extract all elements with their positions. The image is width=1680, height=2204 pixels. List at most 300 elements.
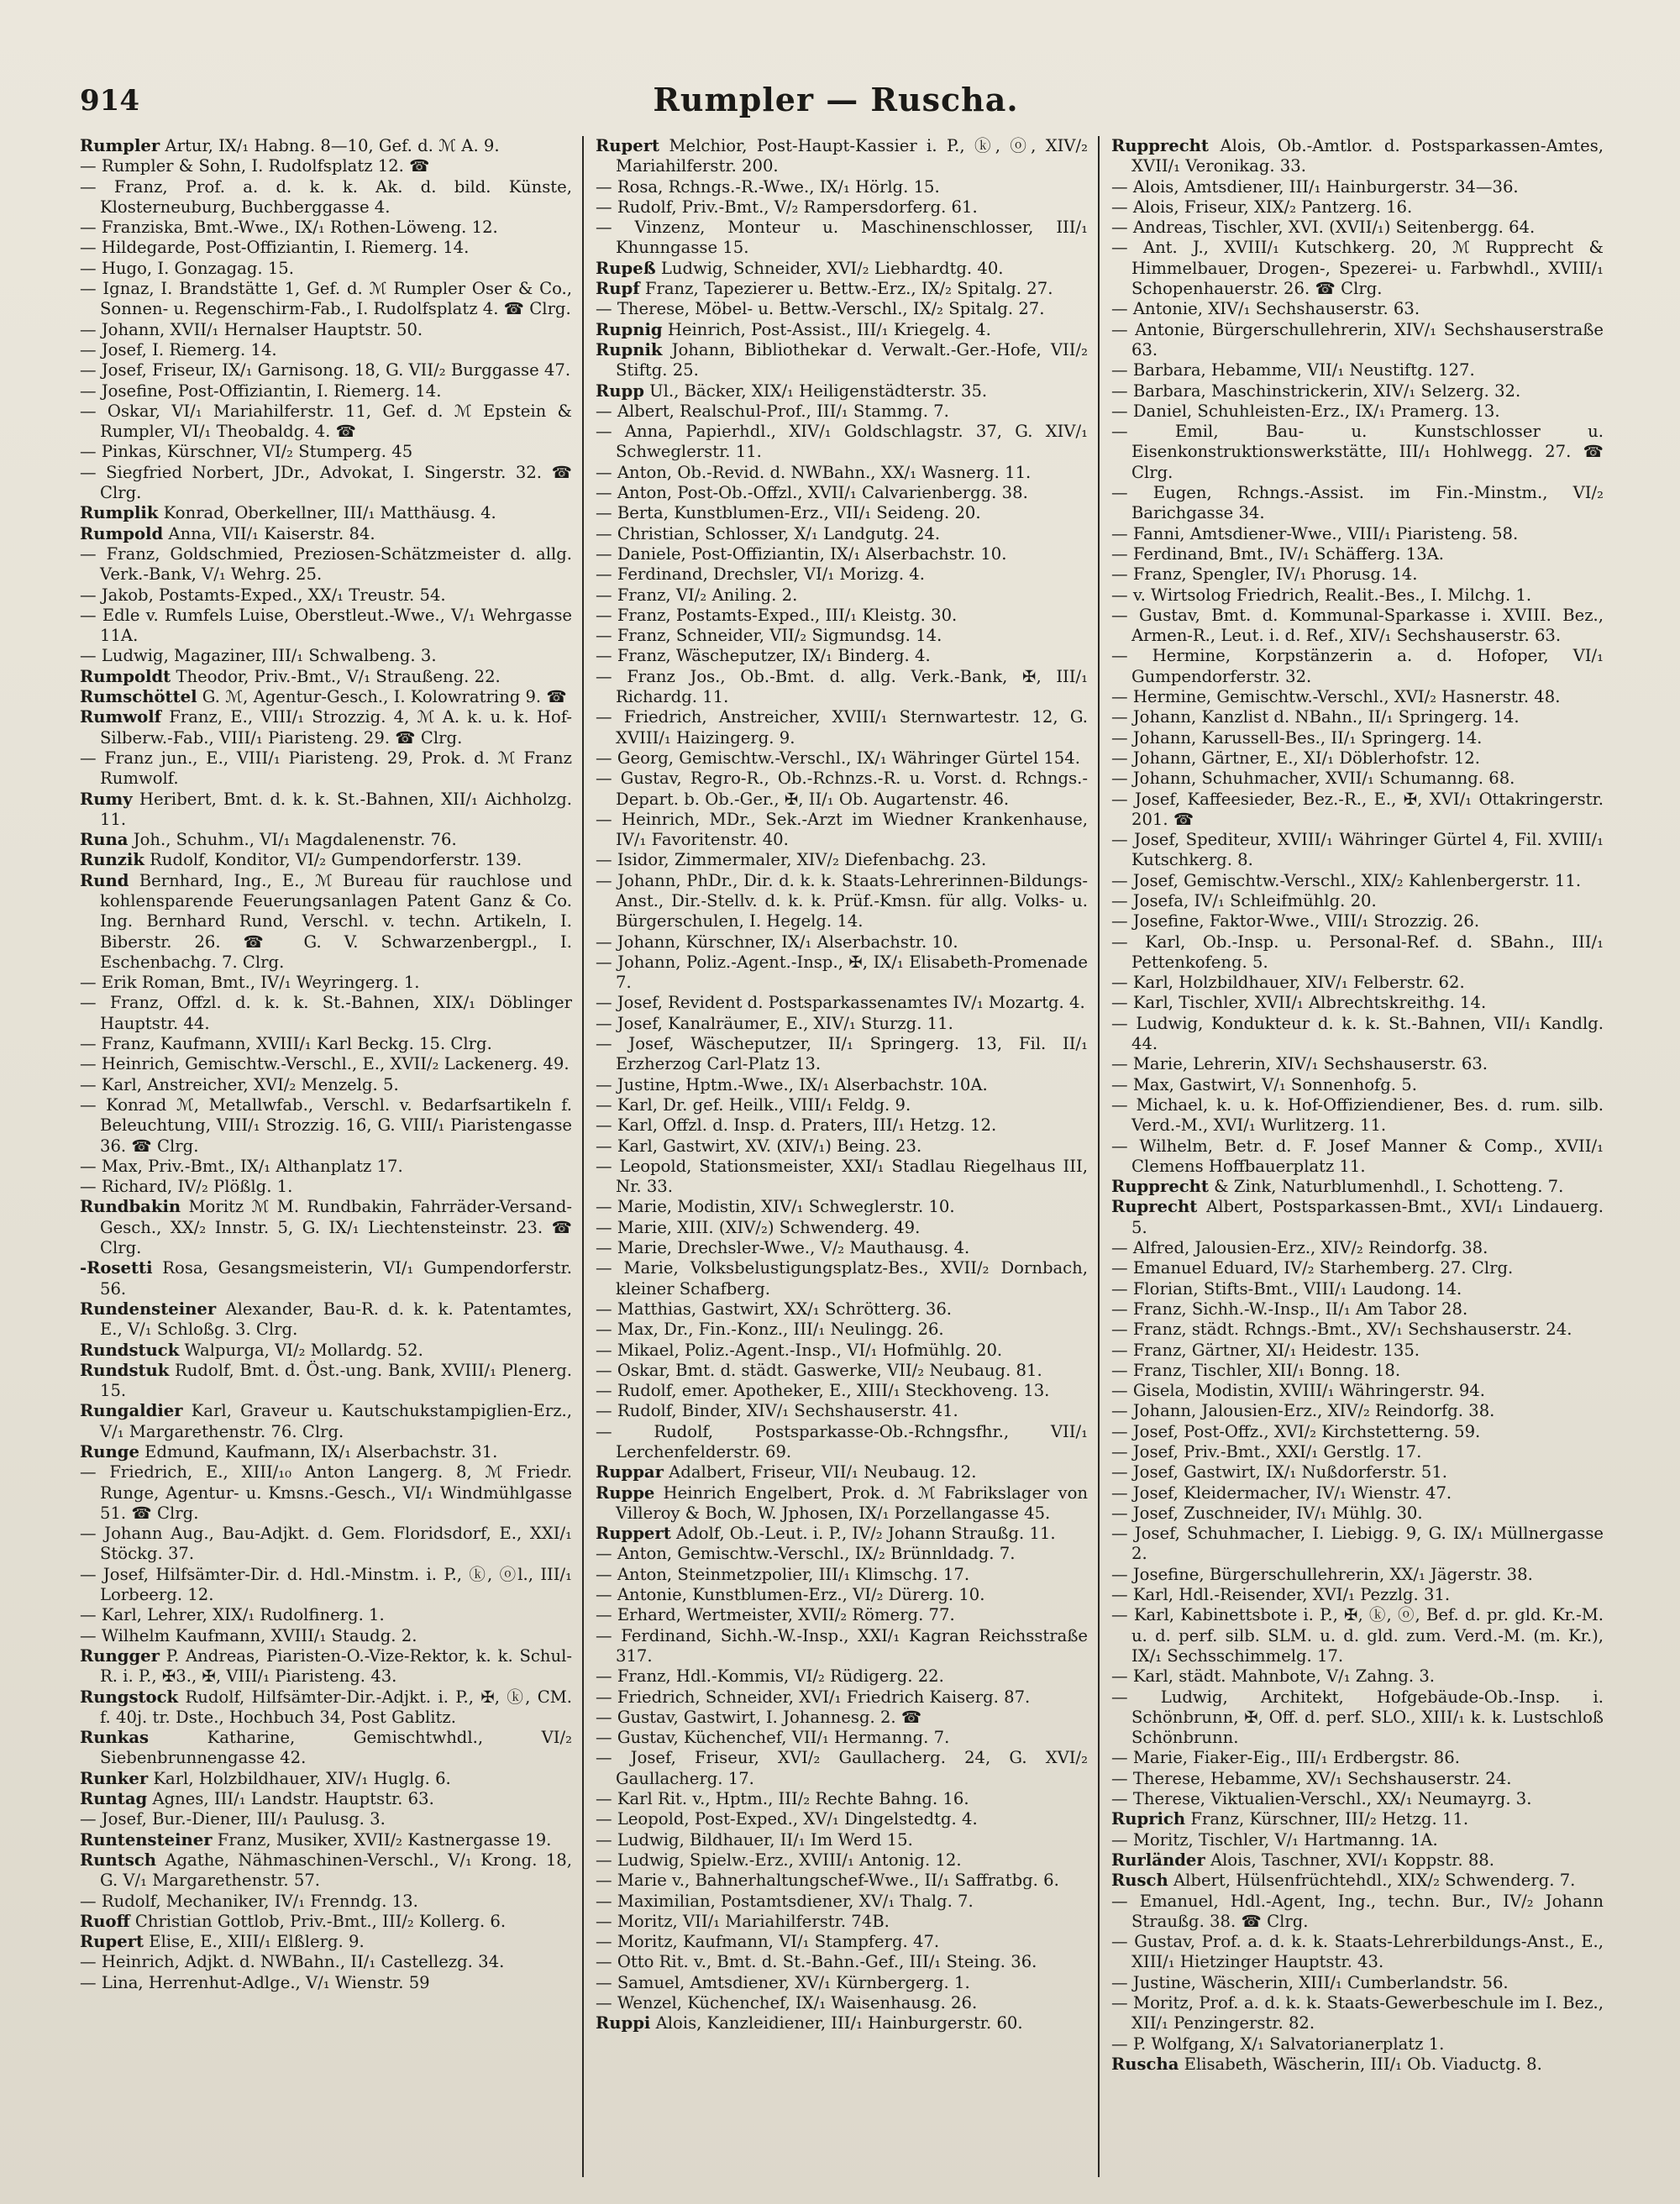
- directory-entry: [1111, 1993, 1604, 2034]
- directory-entry: [1111, 871, 1604, 891]
- entry-text: Moritz ℳ M. Rundbakin, Fahrräder-Versand-Gesch., XX/₂ Innstr. 5, G. IX/₁ Liechtensteinstr. 23. ☎ Clrg.: [100, 1197, 572, 1258]
- directory-entry: [596, 524, 1088, 544]
- directory-entry: [596, 422, 1088, 463]
- entry-text: — Franz, Sichh.-W.-Insp., II/₁ Am Tabor 28.: [1111, 1299, 1468, 1319]
- directory-entry: [596, 1422, 1088, 1463]
- directory-entry: [80, 1769, 572, 1789]
- directory-entry: [80, 687, 572, 707]
- entry-text: Franz, E., VIII/₁ Strozzig. 4, ℳ A. k. u. k. Hof-Silberw.-Fab., VIII/₁ Piaristeng. 29. ☎ Clrg.: [100, 707, 572, 748]
- entry-text: — Anton, Steinmetzpolier, III/₁ Klimschg. 17.: [596, 1564, 970, 1584]
- entry-text: — Karl, Hdl.-Reisender, XVI/₁ Pezzlg. 31.: [1111, 1585, 1451, 1605]
- directory-entry: [596, 707, 1088, 748]
- entry-surname: Rumplik: [80, 503, 159, 523]
- directory-entry: [80, 646, 572, 666]
- entry-surname: Rundstuk: [80, 1360, 170, 1380]
- directory-entry: [80, 850, 572, 870]
- directory-entry: [1111, 1075, 1604, 1095]
- directory-entry: [1111, 728, 1604, 748]
- entry-text: Johann, Bibliothekar d. Verwalt.-Ger.-Hofe, VII/₂ Stiftg. 25.: [616, 339, 1088, 380]
- entry-surname: Ruprich: [1111, 1809, 1186, 1829]
- entry-surname: Rurländer: [1111, 1850, 1205, 1870]
- directory-entry: [1111, 1605, 1604, 1666]
- entry-text: — Franz, VI/₂ Aniling. 2.: [596, 585, 798, 605]
- directory-entry: [80, 1626, 572, 1646]
- entry-surname: Rungaldier: [80, 1401, 183, 1421]
- directory-entry: [1111, 197, 1604, 218]
- entry-text: — Karl, Dr. gef. Heilk., VIII/₁ Feldg. 9.: [596, 1094, 911, 1115]
- directory-entry: [1111, 769, 1604, 789]
- entry-text: — Hildegarde, Post-Offiziantin, I. Riemerg. 14.: [80, 238, 470, 258]
- directory-entry: [1111, 1565, 1604, 1585]
- directory-entry: [596, 1666, 1088, 1687]
- entry-surname: Rusch: [1111, 1871, 1168, 1891]
- entry-surname: Rundbakin: [80, 1197, 181, 1217]
- directory-entry: [80, 1524, 572, 1565]
- directory-entry: [80, 1075, 572, 1095]
- directory-entry: [80, 973, 572, 993]
- entry-text: Joh., Schuhm., VI/₁ Magdalenenstr. 76.: [128, 830, 457, 850]
- directory-entry: [596, 463, 1088, 483]
- directory-entry: [1111, 1401, 1604, 1421]
- entry-text: — Franz, städt. Rchngs.-Bmt., XV/₁ Sechshauserstr. 24.: [1111, 1320, 1572, 1340]
- entry-text: Theodor, Priv.-Bmt., V/₁ Straußeng. 22.: [171, 666, 501, 686]
- directory-entry: [596, 1462, 1088, 1482]
- entry-text: — Barbara, Hebamme, VII/₁ Neustiftg. 127.: [1111, 360, 1475, 380]
- entry-surname: Rundstuck: [80, 1340, 180, 1360]
- entry-text: — Leopold, Stationsmeister, XXI/₁ Stadlau Riegelhaus III, Nr. 33.: [596, 1156, 1088, 1197]
- directory-entry: [596, 1361, 1088, 1381]
- directory-entry: [1111, 1585, 1604, 1605]
- entry-text: — Karl, Anstreicher, XVI/₂ Menzelg. 5.: [80, 1074, 399, 1094]
- entry-text: — Karl, städt. Mahnbote, V/₁ Zahng. 3.: [1111, 1666, 1436, 1687]
- directory-entry: [596, 279, 1088, 299]
- entry-text: Elisabeth, Wäscherin, III/₁ Ob. Viaductg. 8.: [1179, 2054, 1542, 2074]
- entry-text: — Moritz, VII/₁ Mariahilferstr. 74B.: [596, 1911, 890, 1931]
- directory-entry: [80, 1728, 572, 1769]
- entry-surname: Runa: [80, 830, 129, 850]
- entry-text: — Moritz, Tischler, V/₁ Hartmanng. 1A.: [1111, 1829, 1438, 1850]
- directory-entry: [1111, 1136, 1604, 1178]
- entry-text: — Barbara, Maschinstrickerin, XIV/₁ Selzerg. 32.: [1111, 380, 1521, 401]
- directory-entry: [596, 1993, 1088, 2013]
- directory-entry: [596, 1258, 1088, 1299]
- directory-entry: [1111, 1932, 1604, 1973]
- directory-entry: [80, 1197, 572, 1258]
- directory-entry: [1111, 748, 1604, 769]
- entry-text: — Siegfried Norbert, JDr., Advokat, I. Singerstr. 32. ☎ Clrg.: [80, 462, 572, 503]
- directory-entry: [596, 932, 1088, 952]
- directory-entry: [80, 1299, 572, 1341]
- directory-entry: [1111, 1258, 1604, 1278]
- entry-text: — Franz, Prof. a. d. k. k. Ak. d. bild. Künste, Klosterneuburg, Buchberggasse 4.: [80, 176, 572, 217]
- directory-entry: [1111, 891, 1604, 911]
- entry-text: — Gustav, Prof. a. d. k. k. Staats-Lehrerbildungs-Anst., E., XIII/₁ Hietzinger Hauptstr. 43.: [1111, 1932, 1604, 1972]
- directory-entry: [596, 483, 1088, 503]
- entry-text: — Oskar, Bmt. d. städt. Gaswerke, VII/₂ Neubaug. 81.: [596, 1360, 1042, 1380]
- directory-entry: [596, 503, 1088, 523]
- directory-entry: [1111, 1341, 1604, 1361]
- directory-entry: [596, 1136, 1088, 1157]
- directory-entry: [80, 667, 572, 687]
- directory-entry: [80, 1177, 572, 1197]
- entry-text: — Johann, XVII/₁ Hernalser Hauptstr. 50.: [80, 319, 423, 339]
- entry-text: — Johann, Schuhmacher, XVII/₁ Schumanng. 68.: [1111, 769, 1515, 789]
- entry-text: — Moritz, Kaufmann, VI/₁ Stampferg. 47.: [596, 1932, 940, 1952]
- entry-text: — Gisela, Modistin, XVIII/₁ Währingerstr. 94.: [1111, 1381, 1485, 1401]
- entry-surname: Rupprecht: [1111, 136, 1209, 155]
- entry-text: & Zink, Naturblumenhdl., I. Schotteng. 7.: [1208, 1177, 1564, 1197]
- entry-text: — Heinrich, Gemischtw.-Verschl., E., XVII/₂ Lackenerg. 49.: [80, 1054, 570, 1074]
- entry-text: — Anton, Gemischtw.-Verschl., IX/₂ Brünnldadg. 7.: [596, 1544, 1016, 1564]
- entry-text: — Franz, Hdl.-Kommis, VI/₂ Rüdigerg. 22.: [596, 1666, 944, 1687]
- directory-entry: [80, 401, 572, 443]
- entry-text: — Josef, Friseur, XVI/₂ Gaullacherg. 24, G. XVI/₂ Gaullacherg. 17.: [596, 1748, 1088, 1788]
- entry-text: Agathe, Nähmaschinen-Verschl., V/₁ Krong. 18, G. V/₁ Margarethenstr. 57.: [100, 1850, 572, 1891]
- entry-surname: Rupeß: [596, 258, 656, 278]
- entry-text: — Rumpler & Sohn, I. Rudolfsplatz 12. ☎: [80, 156, 430, 176]
- directory-entry: [1111, 1850, 1604, 1871]
- entry-text: — Erik Roman, Bmt., IV/₁ Weyringerg. 1.: [80, 973, 420, 993]
- directory-entry: [80, 463, 572, 504]
- entry-text: — Josef, Zuschneider, IV/₁ Mühlg. 30.: [1111, 1503, 1423, 1523]
- directory-entry: [1111, 320, 1604, 361]
- entry-text: — Alois, Amtsdiener, III/₁ Hainburgerstr. 34—36.: [1111, 176, 1519, 197]
- directory-entry: [596, 1524, 1088, 1544]
- entry-surname: Rupnik: [596, 339, 663, 359]
- directory-entry: [80, 1157, 572, 1177]
- entry-text: — Johann, Karussell-Bes., II/₁ Springerg. 14.: [1111, 727, 1483, 748]
- directory-entry: [80, 524, 572, 544]
- directory-entry: [80, 360, 572, 380]
- entry-text: — Max, Gastwirt, V/₁ Sonnenhofg. 5.: [1111, 1074, 1417, 1094]
- directory-entry: [1111, 1973, 1604, 1993]
- entry-text: — Marie, Volksbelustigungsplatz-Bes., XVII/₂ Dornbach, kleiner Schafberg.: [596, 1258, 1088, 1299]
- directory-entry: [596, 1830, 1088, 1850]
- entry-text: — Franz, Kaufmann, XVIII/₁ Karl Beckg. 15. Clrg.: [80, 1034, 492, 1054]
- directory-entry: [1111, 544, 1604, 564]
- directory-entry: [80, 544, 572, 585]
- entry-text: — Karl, Lehrer, XIX/₁ Rudolfinerg. 1.: [80, 1605, 385, 1625]
- directory-entry: [1111, 1462, 1604, 1482]
- directory-entry: [596, 177, 1088, 197]
- directory-entry: [596, 259, 1088, 279]
- entry-surname: Ruppar: [596, 1462, 664, 1482]
- entry-text: — Pinkas, Kürschner, VI/₂ Stumperg. 45: [80, 442, 413, 462]
- directory-entry: [80, 1605, 572, 1625]
- entry-surname: Rumy: [80, 789, 133, 809]
- directory-entry: [80, 1646, 572, 1687]
- entry-text: — Gustav, Bmt. d. Kommunal-Sparkasse i. XVIII. Bez., Armen-R., Leut. i. d. Ref., XIV/₁ Sechshauserstr. 63.: [1111, 605, 1604, 646]
- directory-entry: [1111, 606, 1604, 647]
- entry-text: — Friedrich, Schneider, XVI/₁ Friedrich Kaiserg. 87.: [596, 1687, 1031, 1707]
- entry-text: — Josef, Gemischtw.-Verschl., XIX/₂ Kahlenbergerstr. 11.: [1111, 870, 1582, 890]
- directory-entry: [80, 1401, 572, 1442]
- directory-entry: [1111, 381, 1604, 401]
- entry-text: — Marie, XIII. (XIV/₂) Schwenderg. 49.: [596, 1217, 921, 1237]
- directory-entry: [596, 952, 1088, 994]
- directory-entry: [80, 707, 572, 748]
- directory-entry: [80, 177, 572, 218]
- directory-entry: [596, 136, 1088, 177]
- entry-text: — Karl, Tischler, XVII/₁ Albrechtskreithg. 14.: [1111, 993, 1487, 1013]
- entry-text: — v. Wirtsolog Friedrich, Realit.-Bes., I. Milchg. 1.: [1111, 585, 1532, 605]
- directory-entry: [596, 218, 1088, 259]
- entry-surname: Ruoff: [80, 1911, 130, 1931]
- entry-text: Katharine, Gemischtwhdl., VI/₂ Siebenbrunnengasse 42.: [100, 1728, 572, 1768]
- directory-entry: [1111, 646, 1604, 687]
- entry-text: — Karl, Gastwirt, XV. (XIV/₁) Being. 23.: [596, 1136, 922, 1156]
- entry-text: — Fanni, Amtsdiener-Wwe., VIII/₁ Piaristeng. 58.: [1111, 523, 1519, 543]
- directory-entry: [596, 1871, 1088, 1891]
- directory-entry: [80, 1034, 572, 1054]
- entry-surname: Rundensteiner: [80, 1299, 217, 1319]
- entry-text: — Rosa, Rchngs.-R.-Wwe., IX/₁ Hörlg. 15.: [596, 176, 940, 197]
- column-divider: [1098, 136, 1100, 2177]
- entry-surname: Ruscha: [1111, 2054, 1179, 2074]
- entry-text: — Emil, Bau- u. Kunstschlosser u. Eisenkonstruktionswerkstätte, III/₁ Hohlwegg. 27. ☎ Clrg.: [1111, 422, 1604, 482]
- entry-text: Anna, VII/₁ Kaiserstr. 84.: [163, 523, 375, 543]
- directory-entry: [1111, 1197, 1604, 1238]
- directory-entry: [80, 830, 572, 850]
- entry-text: — Johann, PhDr., Dir. d. k. k. Staats-Lehrerinnen-Bildungs-Anst., Dir.-Stellv. d. k. k. Prüf.-Kmsn. für allg. Volks- u. Bürgerschulen, I. Hegelg. 14.: [596, 870, 1088, 931]
- entry-surname: Runtensteiner: [80, 1829, 213, 1850]
- entry-text: — Daniele, Post-Offiziantin, IX/₁ Alserbachstr. 10.: [596, 543, 1007, 564]
- directory-entry: [80, 381, 572, 401]
- directory-entry: [596, 1728, 1088, 1748]
- entry-text: Karl, Graveur u. Kautschukstampiglien-Erz., V/₁ Margarethenstr. 76. Clrg.: [100, 1401, 572, 1441]
- entry-text: — Hugo, I. Gonzagag. 15.: [80, 258, 294, 278]
- entry-text: — Edle v. Rumfels Luise, Oberstleut.-Wwe., V/₁ Wehrgasse 11A.: [80, 605, 572, 646]
- entry-text: — Therese, Viktualien-Verschl., XX/₁ Neumayrg. 3.: [1111, 1789, 1532, 1809]
- entry-text: — Leopold, Post-Exped., XV/₁ Dingelstedtg. 4.: [596, 1809, 978, 1829]
- directory-entry: [80, 1892, 572, 1912]
- directory-entry: [596, 1238, 1088, 1258]
- directory-entry: [80, 136, 572, 156]
- entry-text: — Friedrich, Anstreicher, XVIII/₁ Sternwartestr. 12, G. XVIII/₁ Haizingerg. 9.: [596, 707, 1088, 748]
- directory-entry: [596, 1401, 1088, 1421]
- entry-text: — Lina, Herrenhut-Adlge., V/₁ Wienstr. 59: [80, 1972, 430, 1992]
- entry-text: — Michael, k. u. k. Hof-Offiziendiener, Bes. d. rum. silb. Verd.-M., XVI/₁ Wurlitzerg. 11.: [1111, 1094, 1604, 1136]
- entry-text: — Alfred, Jalousien-Erz., XIV/₂ Reindorfg. 38.: [1111, 1238, 1488, 1258]
- column-left: [80, 136, 572, 2177]
- entry-text: — Johann, Kürschner, IX/₁ Alserbachstr. 10.: [596, 931, 958, 952]
- entry-text: — Konrad ℳ, Metallwfab., Verschl. v. Bedarfsartikeln f. Beleuchtung, VIII/₁ Strozzig. 16, G. VIII/₁ Piaristengasse 36. ☎ Clrg.: [80, 1094, 572, 1156]
- entry-text: — Antonie, Kunstblumen-Erz., VI/₂ Dürerg. 10.: [596, 1585, 985, 1605]
- directory-entry: [80, 585, 572, 606]
- directory-entry: [1111, 564, 1604, 585]
- directory-entry: [596, 1973, 1088, 1993]
- entry-text: — Franz, Spengler, IV/₁ Phorusg. 14.: [1111, 564, 1418, 585]
- directory-entry: [80, 503, 572, 523]
- directory-entry: [596, 340, 1088, 381]
- directory-entry: [596, 810, 1088, 851]
- entry-surname: Runzik: [80, 850, 144, 870]
- entry-text: — Wilhelm Kaufmann, XVIII/₁ Staudg. 2.: [80, 1625, 417, 1645]
- entry-surname: Rupnig: [596, 319, 663, 339]
- entry-surname: Rupert: [596, 136, 660, 155]
- directory-entry: [596, 1687, 1088, 1708]
- entry-surname: Ruppe: [596, 1482, 655, 1503]
- entry-text: — Justine, Wäscherin, XIII/₁ Cumberlandstr. 56.: [1111, 1972, 1509, 1992]
- entry-text: Albert, Hülsenfrüchtehdl., XIX/₂ Schwenderg. 7.: [1168, 1871, 1576, 1891]
- entry-text: — Ferdinand, Bmt., IV/₁ Schäfferg. 13A.: [1111, 543, 1445, 564]
- directory-entry: [596, 1095, 1088, 1115]
- directory-entry: [596, 544, 1088, 564]
- entry-text: — Josef, Hilfsämter-Dir. d. Hdl.-Minstm. i. P., ⓚ, ⓞl., III/₁ Lorbeerg. 12.: [80, 1564, 572, 1605]
- entry-text: — Anton, Post-Ob.-Offzl., XVII/₁ Calvarienbergg. 38.: [596, 483, 1028, 503]
- directory-entry: [80, 259, 572, 279]
- entry-text: Franz, Kürschner, III/₂ Hetzg. 11.: [1185, 1809, 1469, 1829]
- entry-text: — Karl, Kabinettsbote i. P., ✠, ⓚ, ⓞ, Bef. d. pr. gld. Kr.-M. u. d. perf. silb. SLM. u. d. gld. zum. Verd.-M. (m. Kr.), IX/₁ Sechsschimmelg. 17.: [1111, 1605, 1604, 1666]
- entry-text: Alois, Taschner, XVI/₁ Koppstr. 88.: [1205, 1850, 1494, 1870]
- entry-text: Rudolf, Hilfsämter-Dir.-Adjkt. i. P., ✠, ⓚ, CM. f. 40j. tr. Dste., Hochbuch 34, Post Gablitz.: [100, 1687, 572, 1727]
- entry-text: — Antonie, XIV/₁ Sechshauserstr. 63.: [1111, 299, 1420, 319]
- directory-entry: [596, 1912, 1088, 1932]
- entry-text: — Erhard, Wertmeister, XVII/₂ Römerg. 77.: [596, 1605, 955, 1625]
- entry-text: — Ludwig, Magaziner, III/₁ Schwalbeng. 3.: [80, 646, 437, 666]
- page-number: 914: [80, 84, 139, 118]
- directory-entry: [1111, 1830, 1604, 1850]
- directory-entry: [1111, 2034, 1604, 2054]
- entry-text: Karl, Holzbildhauer, XIV/₁ Huglg. 6.: [148, 1768, 451, 1788]
- entry-text: — Heinrich, Adjkt. d. NWBahn., II/₁ Castellezg. 34.: [80, 1952, 505, 1972]
- directory-entry: [1111, 1014, 1604, 1055]
- entry-text: Heinrich Engelbert, Prok. d. ℳ Fabrikslager von Villeroy & Boch, W. Jphosen, IX/₁ Porzellangasse 45.: [616, 1482, 1088, 1523]
- entry-text: — Gustav, Küchenchef, VII/₁ Hermanng. 7.: [596, 1728, 950, 1748]
- entry-text: Artur, IX/₁ Habng. 8—10, Gef. d. ℳ A. 9.: [160, 136, 500, 155]
- entry-text: — Mikael, Poliz.-Agent.-Insp., VI/₁ Hofmühlg. 20.: [596, 1340, 1003, 1360]
- directory-entry: [1111, 1666, 1604, 1687]
- entry-surname: Ruppert: [596, 1524, 671, 1544]
- entry-surname: Runker: [80, 1768, 149, 1788]
- directory-entry: [1111, 1483, 1604, 1503]
- entry-text: — Franz, Wäscheputzer, IX/₁ Binderg. 4.: [596, 646, 931, 666]
- entry-text: — Emanuel, Hdl.-Agent, Ing., techn. Bur., IV/₂ Johann Straußg. 38. ☎ Clrg.: [1111, 1891, 1604, 1931]
- directory-entry: [596, 1075, 1088, 1095]
- entry-text: — Franz, Schneider, VII/₂ Sigmundsg. 14.: [596, 626, 942, 646]
- directory-entry: [80, 1565, 572, 1606]
- directory-entry: [80, 238, 572, 258]
- directory-columns: [80, 136, 1604, 2177]
- directory-entry: [596, 1034, 1088, 1075]
- directory-entry: [596, 646, 1088, 666]
- entry-text: — Berta, Kunstblumen-Erz., VII/₁ Seideng. 20.: [596, 503, 981, 523]
- entry-text: — Gustav, Regro-R., Ob.-Rchnzs.-R. u. Vorst. d. Rchngs.-Depart. b. Ob.-Ger., ✠, II/₁ Ob. Augartenstr. 46.: [596, 769, 1088, 809]
- entry-text: — Therese, Hebamme, XV/₁ Sechshauserstr. 24.: [1111, 1768, 1512, 1788]
- entry-text: — Johann, Kanzlist d. NBahn., II/₁ Springerg. 14.: [1111, 707, 1520, 727]
- directory-entry: [1111, 1238, 1604, 1258]
- entry-text: — Eugen, Rchngs.-Assist. im Fin.-Minstm., VI/₂ Barichgasse 34.: [1111, 483, 1604, 523]
- directory-entry: [596, 1850, 1088, 1871]
- entry-text: — Marie, Lehrerin, XIV/₁ Sechshauserstr. 63.: [1111, 1054, 1488, 1074]
- directory-entry: [596, 401, 1088, 422]
- entry-text: Christian Gottlob, Priv.-Bmt., III/₂ Kollerg. 6.: [129, 1911, 507, 1931]
- directory-entry: [80, 218, 572, 238]
- entry-text: — Johann, Jalousien-Erz., XIV/₂ Reindorfg. 38.: [1111, 1401, 1495, 1421]
- directory-entry: [596, 1320, 1088, 1340]
- entry-text: — Oskar, VI/₁ Mariahilferstr. 11, Gef. d. ℳ Epstein & Rumpler, VI/₁ Theobaldg. 4. ☎: [80, 401, 572, 442]
- column-right: [1111, 136, 1604, 2177]
- entry-text: — Marie, Modistin, XIV/₁ Schweglerstr. 10.: [596, 1197, 955, 1217]
- directory-entry: [1111, 1381, 1604, 1401]
- directory-entry: [1111, 360, 1604, 380]
- directory-entry: [80, 1462, 572, 1524]
- entry-text: — Maximilian, Postamtsdiener, XV/₁ Thalg. 7.: [596, 1891, 974, 1911]
- entry-surname: Rumwolf: [80, 707, 162, 727]
- entry-text: Ul., Bäcker, XIX/₁ Heiligenstädterstr. 35.: [643, 380, 988, 401]
- entry-text: — Emanuel Eduard, IV/₂ Starhemberg. 27. Clrg.: [1111, 1258, 1514, 1278]
- entry-text: Albert, Postsparkassen-Bmt., XVI/₁ Lindauerg. 5.: [1131, 1197, 1604, 1237]
- directory-entry: [596, 1483, 1088, 1524]
- directory-entry: [1111, 1054, 1604, 1074]
- entry-text: — Ferdinand, Drechsler, VI/₁ Morizg. 4.: [596, 564, 925, 585]
- entry-surname: Rupprecht: [1111, 1177, 1209, 1197]
- directory-entry: [80, 790, 572, 831]
- entry-text: Bernhard, Ing., E., ℳ Bureau für rauchlose und kohlensparende Feuerungsanlagen Patent Ganz & Co. Ing. Bernhard Rund, Verschl. v. techn. Artikeln, I. Biberstr. 26. ☎ G. V. Schwarzenbergpl., I. Eschenbachg. 7. Clrg.: [100, 870, 572, 972]
- entry-text: — Josefine, Post-Offiziantin, I. Riemerg. 14.: [80, 380, 442, 401]
- entry-text: — Hermine, Gemischtw.-Verschl., XVI/₂ Hasnerstr. 48.: [1111, 687, 1561, 707]
- directory-entry: [1111, 524, 1604, 544]
- entry-text: — Karl Rit. v., Hptm., III/₂ Rechte Bahng. 16.: [596, 1789, 969, 1809]
- entry-text: G. ℳ, Agentur-Gesch., I. Kolowratring 9. ☎: [197, 687, 567, 707]
- directory-entry: [80, 1258, 572, 1299]
- directory-entry: [596, 585, 1088, 606]
- directory-entry: [80, 1054, 572, 1074]
- entry-text: — Franz, Postamts-Exped., III/₁ Kleistg. 30.: [596, 605, 958, 625]
- entry-text: — Marie v., Bahnerhaltungschef-Wwe., II/₁ Saffratbg. 6.: [596, 1871, 1059, 1891]
- entry-text: — Moritz, Prof. a. d. k. k. Staats-Gewerbeschule im I. Bez., XII/₁ Penzingerstr. 82.: [1111, 1993, 1604, 2033]
- directory-entry: [596, 1544, 1088, 1564]
- entry-text: — Josefa, IV/₁ Schleifmühlg. 20.: [1111, 890, 1377, 910]
- entry-text: — Franz Jos., Ob.-Bmt. d. allg. Verk.-Bank, ✠, III/₁ Richardg. 11.: [596, 666, 1088, 707]
- directory-entry: [1111, 707, 1604, 727]
- entry-text: — Georg, Gemischtw.-Verschl., IX/₁ Währinger Gürtel 154.: [596, 748, 1080, 768]
- entry-text: — Josef, Post-Offz., XVI/₂ Kirchstetterng. 59.: [1111, 1421, 1481, 1441]
- entry-text: Franz, Tapezierer u. Bettw.-Erz., IX/₂ Spitalg. 27.: [639, 279, 1053, 299]
- directory-entry: [1111, 401, 1604, 422]
- directory-entry: [1111, 973, 1604, 993]
- directory-entry: [1111, 1687, 1604, 1749]
- directory-entry: [1111, 422, 1604, 483]
- entry-surname: Rupp: [596, 380, 644, 401]
- directory-entry: [80, 1361, 572, 1402]
- entry-text: Konrad, Oberkellner, III/₁ Matthäusg. 4.: [158, 503, 496, 523]
- directory-entry: [80, 1442, 572, 1462]
- directory-entry: [596, 871, 1088, 932]
- directory-entry: [80, 340, 572, 360]
- directory-entry: [596, 993, 1088, 1013]
- entry-text: — Karl, Holzbildhauer, XIV/₁ Felberstr. 62.: [1111, 973, 1465, 993]
- entry-text: — Alois, Friseur, XIX/₂ Pantzerg. 16.: [1111, 197, 1413, 217]
- entry-text: — Ferdinand, Sichh.-W.-Insp., XXI/₁ Kagran Reichsstraße 317.: [596, 1625, 1088, 1666]
- directory-entry: [1111, 1503, 1604, 1524]
- entry-text: — Rudolf, Postsparkasse-Ob.-Rchngsfhr., VII/₁ Lerchenfelderstr. 69.: [596, 1421, 1088, 1461]
- directory-entry: [1111, 238, 1604, 299]
- entry-text: — Josefine, Faktor-Wwe., VIII/₁ Strozzig. 26.: [1111, 911, 1480, 931]
- directory-entry: [596, 1299, 1088, 1320]
- entry-text: — Anton, Ob.-Revid. d. NWBahn., XX/₁ Wasnerg. 11.: [596, 462, 1032, 482]
- entry-text: — Franz, Offzl. d. k. k. St.-Bahnen, XIX/₁ Döblinger Hauptstr. 44.: [80, 993, 572, 1033]
- directory-entry: [80, 606, 572, 647]
- directory-entry: [1111, 1422, 1604, 1442]
- entry-text: — Franz jun., E., VIII/₁ Piaristeng. 29, Prok. d. ℳ Franz Rumwolf.: [80, 748, 572, 789]
- entry-text: Walpurga, VI/₂ Mollardg. 52.: [179, 1340, 423, 1360]
- directory-entry: [596, 1708, 1088, 1728]
- entry-text: — Rudolf, Binder, XIV/₁ Sechshauserstr. 41.: [596, 1401, 958, 1421]
- entry-surname: Rumpoldt: [80, 666, 171, 686]
- directory-entry: [596, 1585, 1088, 1605]
- entry-surname: Rupert: [80, 1932, 144, 1952]
